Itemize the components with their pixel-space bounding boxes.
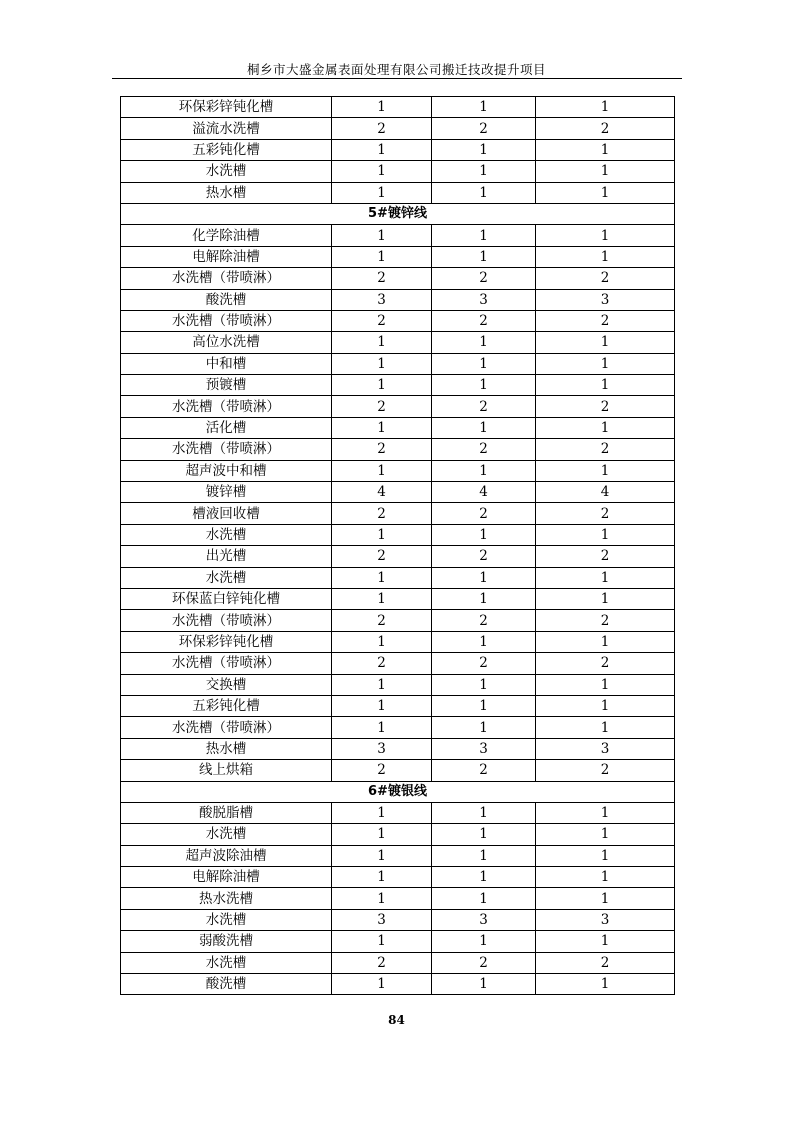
quantity-cell-2: 1 [432,867,536,888]
table-row [121,546,675,567]
tank-name-cell: 超声波除油槽 [121,845,332,866]
equipment-table-body [121,97,675,995]
quantity-cell-2: 2 [432,952,536,973]
table-row [121,310,675,331]
header-rule [112,78,682,79]
table-row [121,225,675,246]
quantity-cell-3: 1 [536,717,675,738]
quantity-cell-1: 1 [332,867,432,888]
table-row [121,738,675,759]
quantity-cell-3: 1 [536,353,675,374]
tank-name-cell: 溢流水洗槽 [121,118,332,139]
table-row [121,610,675,631]
table-row [121,674,675,695]
tank-name-cell: 交换槽 [121,674,332,695]
tank-name-cell: 五彩钝化槽 [121,695,332,716]
quantity-cell-2: 2 [432,546,536,567]
quantity-cell-1: 1 [332,931,432,952]
quantity-cell-3: 1 [536,974,675,995]
quantity-cell-2: 1 [432,931,536,952]
tank-name-cell: 高位水洗槽 [121,332,332,353]
quantity-cell-1: 1 [332,225,432,246]
tank-name-cell: 线上烘箱 [121,760,332,781]
quantity-cell-2: 1 [432,824,536,845]
quantity-cell-3: 1 [536,225,675,246]
quantity-cell-1: 2 [332,546,432,567]
tank-name-cell: 电解除油槽 [121,867,332,888]
quantity-cell-2: 2 [432,118,536,139]
tank-name-cell: 中和槽 [121,353,332,374]
tank-name-cell: 水洗槽（带喷淋） [121,717,332,738]
quantity-cell-3: 2 [536,118,675,139]
quantity-cell-2: 2 [432,268,536,289]
quantity-cell-1: 1 [332,417,432,438]
table-row [121,268,675,289]
tank-name-cell: 热水槽 [121,182,332,203]
quantity-cell-1: 2 [332,503,432,524]
table-row [121,888,675,909]
tank-name-cell: 水洗槽（带喷淋） [121,653,332,674]
tank-name-cell: 水洗槽 [121,909,332,930]
table-row [121,503,675,524]
table-row [121,802,675,823]
quantity-cell-1: 1 [332,246,432,267]
table-row [121,417,675,438]
quantity-cell-3: 1 [536,588,675,609]
tank-name-cell: 水洗槽 [121,567,332,588]
quantity-cell-3: 3 [536,909,675,930]
quantity-cell-2: 1 [432,674,536,695]
table-row [121,653,675,674]
quantity-cell-3: 1 [536,888,675,909]
quantity-cell-3: 2 [536,760,675,781]
quantity-cell-3: 1 [536,460,675,481]
tank-name-cell: 水洗槽（带喷淋） [121,268,332,289]
quantity-cell-2: 1 [432,332,536,353]
quantity-cell-1: 1 [332,460,432,481]
tank-name-cell: 环保蓝白锌钝化槽 [121,588,332,609]
quantity-cell-1: 2 [332,439,432,460]
quantity-cell-2: 2 [432,610,536,631]
tank-name-cell: 弱酸洗槽 [121,931,332,952]
table-row [121,97,675,118]
quantity-cell-2: 1 [432,139,536,160]
quantity-cell-3: 1 [536,375,675,396]
quantity-cell-3: 1 [536,97,675,118]
quantity-cell-3: 2 [536,268,675,289]
quantity-cell-2: 1 [432,97,536,118]
quantity-cell-1: 1 [332,824,432,845]
quantity-cell-2: 1 [432,588,536,609]
quantity-cell-1: 1 [332,139,432,160]
quantity-cell-1: 1 [332,97,432,118]
tank-name-cell: 水洗槽 [121,161,332,182]
tank-name-cell: 水洗槽（带喷淋） [121,396,332,417]
table-row [121,567,675,588]
table-row [121,760,675,781]
quantity-cell-1: 2 [332,760,432,781]
quantity-cell-3: 1 [536,845,675,866]
quantity-cell-1: 1 [332,631,432,652]
tank-name-cell: 水洗槽 [121,524,332,545]
table-row [121,974,675,995]
quantity-cell-3: 2 [536,503,675,524]
quantity-cell-3: 3 [536,738,675,759]
quantity-cell-3: 4 [536,482,675,503]
quantity-cell-2: 1 [432,845,536,866]
quantity-cell-3: 1 [536,182,675,203]
page-header-title: 桐乡市大盛金属表面处理有限公司搬迁技改提升项目 [246,62,546,77]
table-row [121,246,675,267]
tank-name-cell: 五彩钝化槽 [121,139,332,160]
tank-name-cell: 槽液回收槽 [121,503,332,524]
quantity-cell-2: 1 [432,182,536,203]
quantity-cell-1: 1 [332,182,432,203]
quantity-cell-1: 2 [332,268,432,289]
quantity-cell-2: 1 [432,161,536,182]
quantity-cell-2: 3 [432,738,536,759]
quantity-cell-2: 4 [432,482,536,503]
quantity-cell-3: 1 [536,695,675,716]
quantity-cell-2: 1 [432,802,536,823]
quantity-cell-3: 1 [536,867,675,888]
table-row [121,482,675,503]
tank-name-cell: 酸洗槽 [121,974,332,995]
table-row [121,631,675,652]
quantity-cell-3: 1 [536,246,675,267]
tank-name-cell: 热水洗槽 [121,888,332,909]
quantity-cell-3: 2 [536,952,675,973]
quantity-cell-3: 1 [536,824,675,845]
section-title: 5#镀锌线 [121,203,675,224]
quantity-cell-2: 1 [432,225,536,246]
quantity-cell-3: 2 [536,546,675,567]
quantity-cell-2: 1 [432,417,536,438]
quantity-cell-3: 1 [536,802,675,823]
quantity-cell-3: 1 [536,161,675,182]
quantity-cell-3: 2 [536,610,675,631]
quantity-cell-3: 1 [536,417,675,438]
tank-name-cell: 水洗槽（带喷淋） [121,310,332,331]
tank-name-cell: 预镀槽 [121,375,332,396]
table-row [121,931,675,952]
quantity-cell-2: 2 [432,310,536,331]
tank-name-cell: 水洗槽 [121,824,332,845]
quantity-cell-2: 1 [432,888,536,909]
tank-name-cell: 超声波中和槽 [121,460,332,481]
table-row [121,524,675,545]
quantity-cell-1: 1 [332,888,432,909]
quantity-cell-2: 1 [432,974,536,995]
table-row [121,332,675,353]
quantity-cell-2: 1 [432,460,536,481]
tank-name-cell: 水洗槽（带喷淋） [121,610,332,631]
quantity-cell-1: 3 [332,909,432,930]
table-row [121,353,675,374]
quantity-cell-3: 1 [536,332,675,353]
quantity-cell-3: 1 [536,567,675,588]
table-row [121,396,675,417]
table-row [121,909,675,930]
quantity-cell-2: 2 [432,503,536,524]
quantity-cell-1: 2 [332,952,432,973]
quantity-cell-1: 1 [332,974,432,995]
quantity-cell-3: 1 [536,931,675,952]
quantity-cell-3: 2 [536,653,675,674]
quantity-cell-2: 1 [432,567,536,588]
table-row [121,118,675,139]
quantity-cell-2: 2 [432,653,536,674]
tank-name-cell: 环保彩锌钝化槽 [121,97,332,118]
quantity-cell-2: 1 [432,695,536,716]
quantity-cell-1: 2 [332,610,432,631]
quantity-cell-1: 2 [332,118,432,139]
quantity-cell-3: 1 [536,524,675,545]
equipment-table [120,96,675,995]
quantity-cell-1: 3 [332,289,432,310]
quantity-cell-2: 2 [432,439,536,460]
table-row [121,161,675,182]
quantity-cell-2: 1 [432,375,536,396]
table-row [121,717,675,738]
quantity-cell-1: 1 [332,524,432,545]
table-row [121,139,675,160]
quantity-cell-2: 3 [432,909,536,930]
tank-name-cell: 热水槽 [121,738,332,759]
table-row [121,460,675,481]
quantity-cell-3: 1 [536,674,675,695]
quantity-cell-3: 2 [536,396,675,417]
quantity-cell-3: 1 [536,631,675,652]
tank-name-cell: 活化槽 [121,417,332,438]
table-row [121,439,675,460]
tank-name-cell: 化学除油槽 [121,225,332,246]
quantity-cell-1: 1 [332,674,432,695]
table-row [121,375,675,396]
section-header-row [121,203,675,224]
quantity-cell-2: 3 [432,289,536,310]
quantity-cell-1: 1 [332,353,432,374]
tank-name-cell: 酸脱脂槽 [121,802,332,823]
table-row [121,695,675,716]
quantity-cell-2: 1 [432,524,536,545]
quantity-cell-2: 1 [432,717,536,738]
quantity-cell-1: 2 [332,310,432,331]
table-row [121,588,675,609]
quantity-cell-3: 2 [536,310,675,331]
quantity-cell-1: 1 [332,161,432,182]
quantity-cell-1: 1 [332,588,432,609]
table-row [121,867,675,888]
quantity-cell-1: 1 [332,567,432,588]
quantity-cell-2: 2 [432,760,536,781]
page-number: 84 [388,1013,405,1027]
quantity-cell-1: 1 [332,802,432,823]
tank-name-cell: 环保彩锌钝化槽 [121,631,332,652]
tank-name-cell: 水洗槽 [121,952,332,973]
section-title: 6#镀银线 [121,781,675,802]
quantity-cell-1: 4 [332,482,432,503]
quantity-cell-1: 1 [332,845,432,866]
table-row [121,952,675,973]
table-row [121,289,675,310]
quantity-cell-2: 1 [432,353,536,374]
table-row [121,824,675,845]
quantity-cell-3: 3 [536,289,675,310]
quantity-cell-3: 2 [536,439,675,460]
section-header-row [121,781,675,802]
tank-name-cell: 出光槽 [121,546,332,567]
quantity-cell-2: 2 [432,396,536,417]
quantity-cell-2: 1 [432,631,536,652]
tank-name-cell: 水洗槽（带喷淋） [121,439,332,460]
quantity-cell-1: 3 [332,738,432,759]
tank-name-cell: 酸洗槽 [121,289,332,310]
tank-name-cell: 镀锌槽 [121,482,332,503]
table-row [121,182,675,203]
quantity-cell-1: 2 [332,396,432,417]
quantity-cell-1: 1 [332,332,432,353]
quantity-cell-3: 1 [536,139,675,160]
quantity-cell-1: 2 [332,653,432,674]
tank-name-cell: 电解除油槽 [121,246,332,267]
quantity-cell-1: 1 [332,375,432,396]
quantity-cell-1: 1 [332,695,432,716]
table-row [121,845,675,866]
quantity-cell-1: 1 [332,717,432,738]
quantity-cell-2: 1 [432,246,536,267]
